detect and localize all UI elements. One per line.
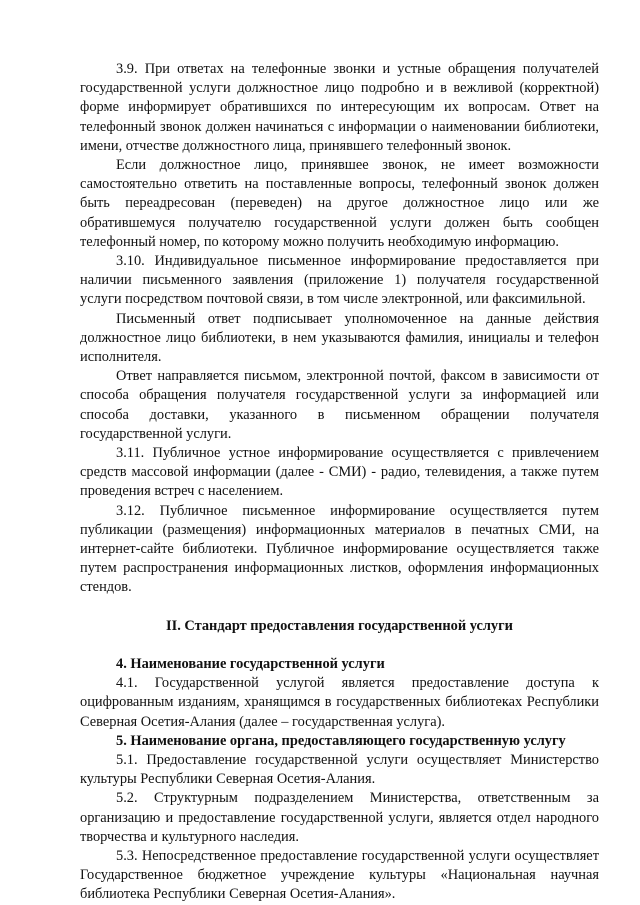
paragraph-5-2: 5.2. Структурным подразделением Министерства, ответственным за организацию и предоставление государственной услуги, является отдел народного творчества и культурного наследия. — [80, 790, 599, 845]
paragraph-4-1: 4.1. Государственной услугой является предоставление доступа к оцифрованным изданиям, хранящимся в государственных библиотеках Республики Северная Осетия-Алания (далее – государственная услуга). — [80, 675, 599, 730]
paragraph-5-1: 5.1. Предоставление государственной услуги осуществляет Министерство культуры Республики Северная Осетия-Алания. — [80, 751, 599, 788]
paragraph-3-10-delivery: Ответ направляется письмом, электронной почтой, факсом в зависимости от способа обращения получателя государственной услуги за информацией или способа доставки, указанного в письменном обращении получателя государственной услуги. — [80, 368, 599, 442]
paragraph-3-11: 3.11. Публичное устное информирование осуществляется с привлечением средств массовой информации (далее - СМИ) - радио, телевидения, а также путем проведения встреч с населением. — [80, 445, 599, 500]
paragraph-5-3: 5.3. Непосредственное предоставление государственной услуги осуществляет Государственное бюджетное учреждение культуры «Национальная научная библиотека Республики Северная Осетия-Алания». — [80, 847, 599, 903]
section-title: II. Стандарт предоставления государственной услуги — [166, 617, 513, 634]
subheading-5: 5. Наименование органа, предоставляющего государственную услугу — [116, 732, 566, 749]
paragraph-3-10-signature: Письменный ответ подписывает уполномоченное на данные действия должностное лицо библиотеки, в нем указываются фамилия, инициалы и телефон исполнителя. — [80, 310, 599, 366]
paragraph-3-9-continued: Если должностное лицо, принявшее звонок, не имеет возможности самостоятельно ответить на поставленные вопросы, телефонный звонок должен быть переадресован (переведен) на другое должностное лицо или же обратившемуся получателю государственной услуги должен быть сообщен телефонный номер, по которому можно получить необходимую информацию. — [80, 157, 599, 250]
subheading-4: 4. Наименование государственной услуги — [116, 655, 385, 672]
paragraph-3-12: 3.12. Публичное письменное информирование осуществляется путем публикации (размещения) информационных материалов в печатных СМИ, на интернет-сайте библиотеки. Публичное информирование осуществляется также путем распространения информационных листков, оформления информационных стендов. — [80, 502, 599, 596]
paragraph-3-9: 3.9. При ответах на телефонные звонки и устные обращения получателей государственной услуги должностное лицо подробно и в вежливой (корректной) форме информирует обратившихся по интересующим их вопросам. Ответ на телефонный звонок должен начинаться с информации о наименовании библиотеки, имени, отчестве должностного лица, принявшего телефонный звонок. — [80, 61, 599, 154]
paragraph-3-10: 3.10. Индивидуальное письменное информирование предоставляется при наличии письменного заявления (приложение 1) получателя государственной услуги посредством почтовой связи, в том числе электронной, или факсимильной. — [80, 253, 599, 308]
document-body — [80, 60, 599, 905]
